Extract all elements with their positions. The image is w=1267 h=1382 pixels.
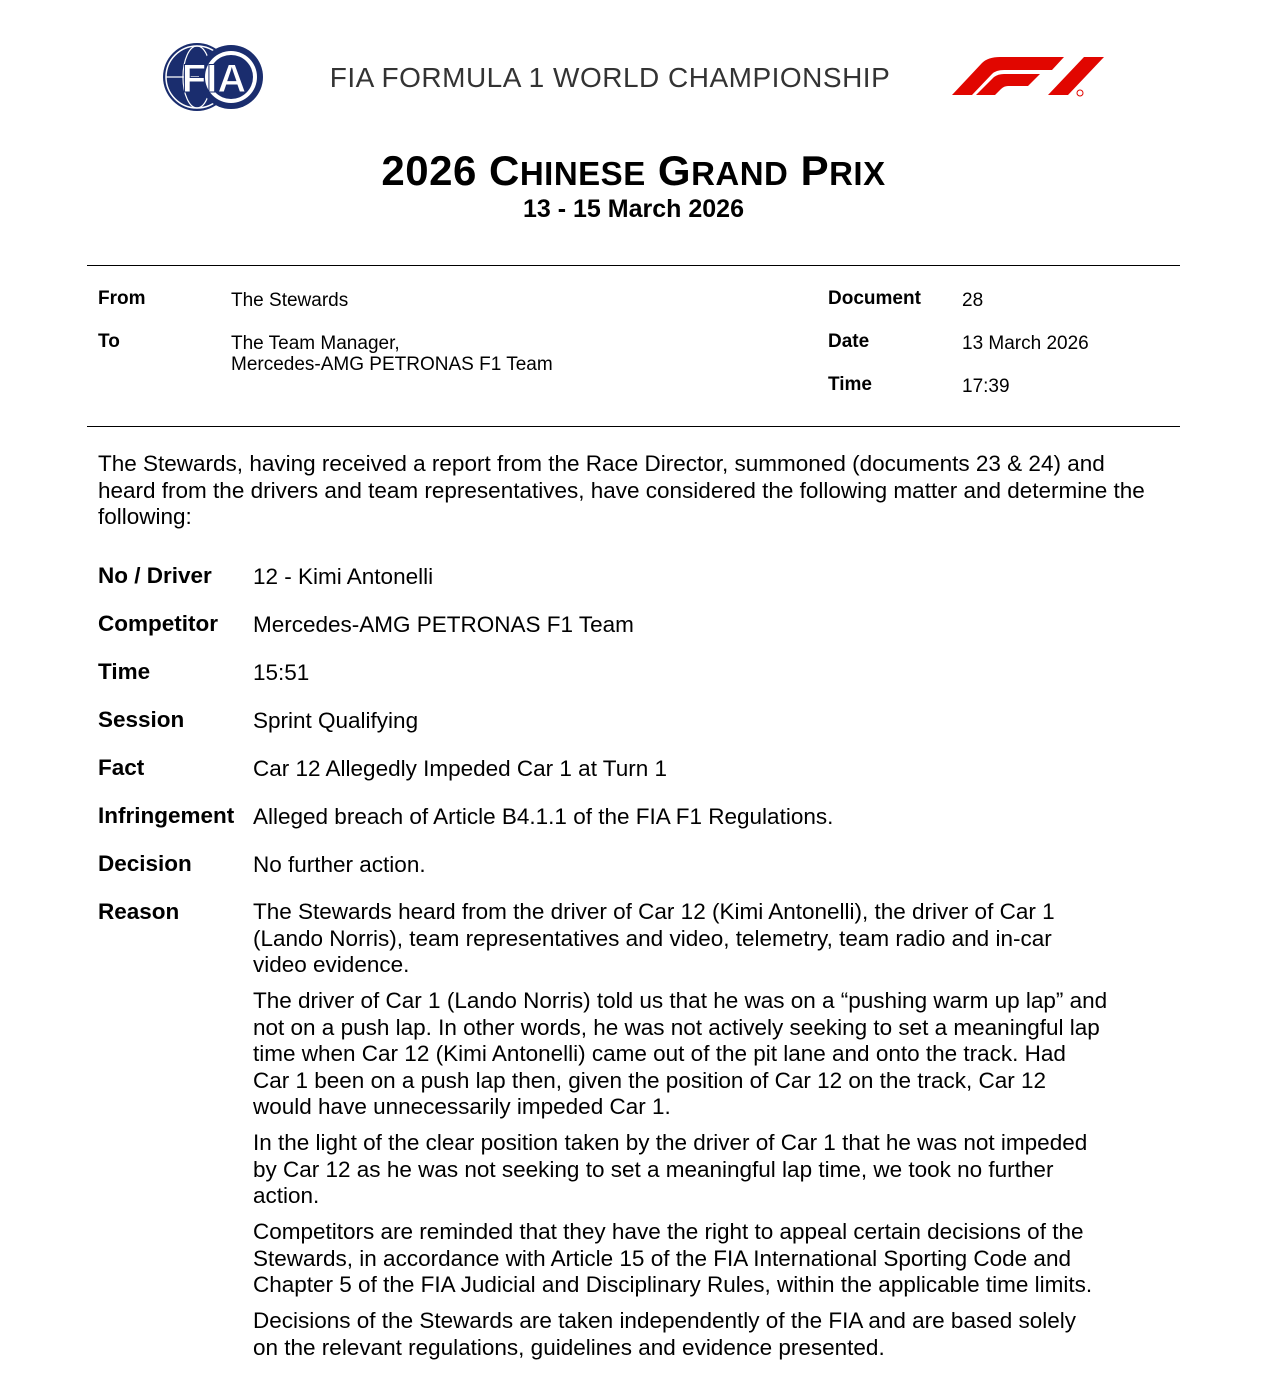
reason-p2-line: Car 1 been on a push lap then, given the position of Car 12 on the track, Car 12 [253,1067,1047,1093]
document-value: 28 [962,290,984,311]
session-value: Sprint Qualifying [253,708,419,733]
reason-p1-line: The Stewards heard from the driver of Car 12 (Kimi Antonelli), the driver of Car 1 [253,899,1055,924]
reason-paragraph-5 [253,1308,1168,1361]
reason-p2-line: time when Car 12 (Kimi Antonelli) came out of the pit lane and onto the track. Had [253,1041,1066,1066]
time-value: 17:39 [962,376,1010,397]
incident-time-value: 15:51 [253,660,310,685]
decision-label: Decision [98,851,192,876]
competitor-value: Mercedes-AMG PETRONAS F1 Team [253,612,634,637]
event-letter-g: G [657,147,692,194]
from-label: From [98,288,146,309]
reason-p1-line: (Lando Norris), team representatives and video, telemetry, team radio and in-car [253,925,1052,951]
event-letter-p: P [800,147,830,194]
reason-p2-line: would have unnecessarily impeded Car 1. [253,1094,671,1119]
date-label: Date [828,331,870,352]
fact-value: Car 12 Allegedly Impeded Car 1 at Turn 1 [253,756,667,781]
infringement-value: Alleged breach of Article B4.1.1 of the FIA F1 Regulations. [253,804,834,829]
to-label: To [98,331,120,352]
fia-logo-text: FIA [181,57,247,101]
reason-p3-line: by Car 12 as he was not seeking to set a meaningful lap time, we took no further [253,1156,1054,1182]
event-year: 2026 [381,147,477,194]
reason-paragraph-3 [253,1130,1168,1210]
reason-p5-line: on the relevant regulations, guidelines and evidence presented. [253,1334,885,1360]
event-dates: 13 - 15 March 2026 [523,195,744,223]
event-letter-c: C [489,147,520,194]
reason-paragraph-2 [253,988,1168,1121]
fact-label: Fact [98,755,145,780]
event-word-1-rest: HINESE [519,155,646,192]
competitor-label: Competitor [98,611,218,636]
reason-paragraph-4 [253,1219,1168,1299]
championship-title: FIA FORMULA 1 WORLD CHAMPIONSHIP [329,62,891,93]
to-value-line2: Mercedes-AMG PETRONAS F1 Team [231,354,553,375]
reason-p4-line: Stewards, in accordance with Article 15 of the FIA International Sporting Code and [253,1245,1071,1271]
driver-value: 12 - Kimi Antonelli [253,564,434,589]
document-label: Document [828,288,921,309]
f1-logo-icon [948,55,1106,99]
reason-p3-line: action. [253,1183,320,1208]
reason-p4-line: Competitors are reminded that they have the right to appeal certain decisions of the [253,1219,1084,1244]
reason-p2-line: not on a push lap. In other words, he was not actively seeking to set a meaningful lap [253,1014,1100,1040]
fia-logo [160,40,268,114]
bottom-divider [87,426,1180,427]
reason-p5-line: Decisions of the Stewards are taken independently of the FIA and are based solely [253,1308,1077,1333]
reason-p4-line: Chapter 5 of the FIA Judicial and Disciplinary Rules, within the applicable time limits. [253,1272,1093,1297]
infringement-label: Infringement [98,803,235,828]
reason-p3-line: In the light of the clear position taken by the driver of Car 1 that he was not impeded [253,1130,1088,1155]
reason-label: Reason [98,899,180,924]
decision-value: No further action. [253,852,426,877]
driver-label: No / Driver [98,563,212,588]
time-label: Time [828,374,873,395]
reason-p2-line: The driver of Car 1 (Lando Norris) told us that he was on a “pushing warm up lap” and [253,988,1108,1013]
event-word-2-rest: RAND [691,155,789,192]
incident-time-label: Time [98,659,151,684]
to-value-line1: The Team Manager, [231,333,400,354]
reason-paragraph-1 [253,899,1168,979]
event-word-3-rest: RIX [829,155,886,192]
top-divider [87,265,1180,266]
intro-paragraph: The Stewards, having received a report from the Race Director, summoned (documents 23 & 24) and heard from the drivers and team representatives, have considered the following matter and determine the following: [98,451,1145,529]
session-label: Session [98,707,185,732]
event-title [0,147,1267,195]
date-value: 13 March 2026 [962,333,1089,354]
reason-p1-line: video evidence. [253,952,410,977]
from-value: The Stewards [231,290,349,311]
